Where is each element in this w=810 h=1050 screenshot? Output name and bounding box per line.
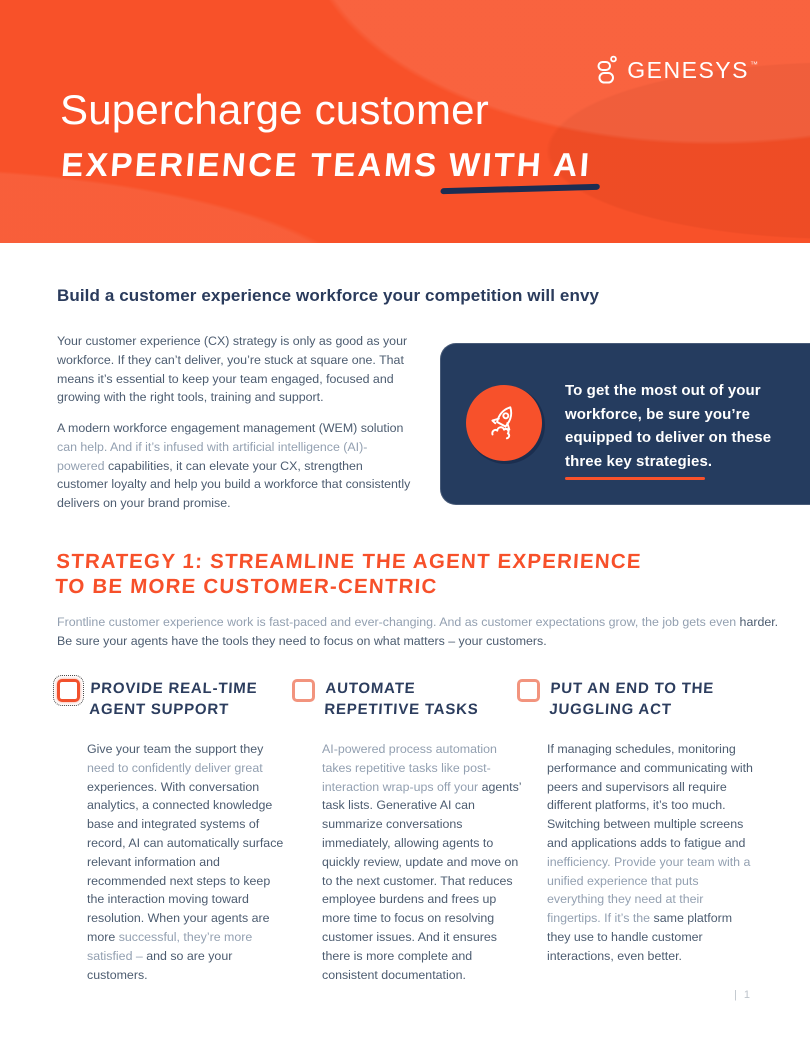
- intro-paragraph-2: [57, 419, 413, 513]
- genesys-logo-text: GENESYS: [627, 56, 749, 83]
- callout-card: [440, 343, 810, 505]
- hero-subtitle-part1: EXPERIENCE TEAMS: [60, 146, 441, 183]
- header-banner: [0, 0, 810, 243]
- column-title: [89, 678, 285, 720]
- strategy-heading: [54, 549, 642, 599]
- genesys-logo: [594, 55, 758, 85]
- paragraph-segment: Give your team the support they: [87, 742, 264, 756]
- rocket-icon-graphic: [481, 400, 527, 446]
- trademark-symbol: ™: [750, 59, 758, 69]
- column-body: [292, 740, 524, 984]
- column-body: [517, 740, 755, 966]
- column-heading: [292, 678, 517, 724]
- column-heading: [57, 678, 285, 724]
- paragraph-segment: successful, they’re more satisfied –: [87, 929, 253, 963]
- column-body: [57, 740, 289, 984]
- strategy-column-real-time-support: [57, 678, 285, 984]
- paragraph-segment: capabilities, it can elevate your CX, strengthen customer loyalty and help you build a workforce that consistently delivers on your brand promise.: [57, 458, 411, 511]
- strategy-column-end-juggling: [517, 678, 759, 966]
- paragraph-segment: experiences. With conversation analytics, a connected knowledge base and integrated systems of record, AI can automatically surface relevant information and recommended next steps to keep the interaction moving toward resolution. When your agents are more: [87, 779, 284, 944]
- strategy-column-automate-tasks: [292, 678, 522, 984]
- checkbox-icon: [292, 679, 315, 702]
- column-title: [549, 678, 759, 720]
- paragraph-segment: can help. And if it’s infused with artificial intelligence (AI)-powered: [57, 439, 368, 473]
- strategy-heading-line2: TO BE MORE CUSTOMER-CENTRIC: [54, 575, 439, 598]
- paragraph-segment: and so are your customers.: [87, 948, 233, 982]
- paragraph-segment: AI-powered process automation takes repetitive tasks like post-interaction wrap-ups off your: [322, 742, 497, 794]
- paragraph-segment: agents’ task lists. Generative AI can summarize conversations immediately, allowing agents to quickly review, update and move on to the next customer. That reduces employee burdens and frees up more time to focus on resolving customer issues. And it ensures there is more complete and consistent documentation.: [322, 779, 522, 982]
- column-title-line1: PROVIDE REAL-TIME: [90, 680, 258, 697]
- checkbox-icon: [57, 679, 80, 702]
- paragraph-segment: need to confidently deliver great: [87, 760, 263, 775]
- paragraph-segment: Frontline customer experience work is fast-paced and ever-changing. And as customer expectations grow, the job gets even: [57, 615, 740, 629]
- hero-title: Supercharge customer: [60, 86, 489, 133]
- column-title-line2: AGENT SUPPORT: [88, 701, 230, 718]
- genesys-logo-icon: [594, 55, 618, 85]
- paragraph-segment: If managing schedules, monitoring performance and communicating with peers and supervisors all require different platforms, it’s too much. Switching between multiple screens and applications adds to fatigue and: [547, 742, 753, 850]
- paragraph-segment: inefficiency. Provide your team with a unified experience that puts everything they need at their fingertips. If it’s the: [547, 854, 751, 926]
- column-title-line2: REPETITIVE TASKS: [323, 701, 480, 718]
- paragraph-segment: harder. Be sure your agents have the tools they need to focus on what matters – your customers.: [57, 615, 779, 648]
- column-title-line2: JUGGLING ACT: [548, 701, 673, 718]
- intro-heading: Build a customer experience workforce your competition will envy: [57, 286, 600, 305]
- checkbox-icon: [517, 679, 540, 702]
- hero-subtitle: [60, 146, 593, 184]
- callout-text: To get the most out of your workforce, be sure you’re equipped to deliver on these three key strategies.: [565, 382, 772, 470]
- paragraph-segment: same platform they use to handle customer interactions, even better.: [547, 911, 733, 963]
- strategy-intro: [57, 613, 779, 651]
- callout-underline-accent: [565, 477, 705, 480]
- column-title-line1: AUTOMATE: [325, 680, 416, 697]
- hero-subtitle-part2-underlined: WITH AI: [447, 146, 593, 183]
- column-title-line1: PUT AN END TO THE: [550, 680, 715, 697]
- column-heading: [517, 678, 759, 724]
- rocket-icon: [466, 385, 542, 461]
- intro-paragraph-1: Your customer experience (CX) strategy is only as good as your workforce. If they can’t deliver, you’re stuck at square one. That means it’s essential to keep your team engaged, focused and growing with the right tools, training and support.: [57, 334, 408, 405]
- column-title: [324, 678, 517, 720]
- strategy-heading-line1: STRATEGY 1: STREAMLINE THE AGENT EXPERIENCE: [55, 550, 643, 573]
- paragraph-segment: A modern workforce engagement management (WEM) solution: [57, 421, 404, 435]
- page-number: | 1: [733, 989, 752, 1001]
